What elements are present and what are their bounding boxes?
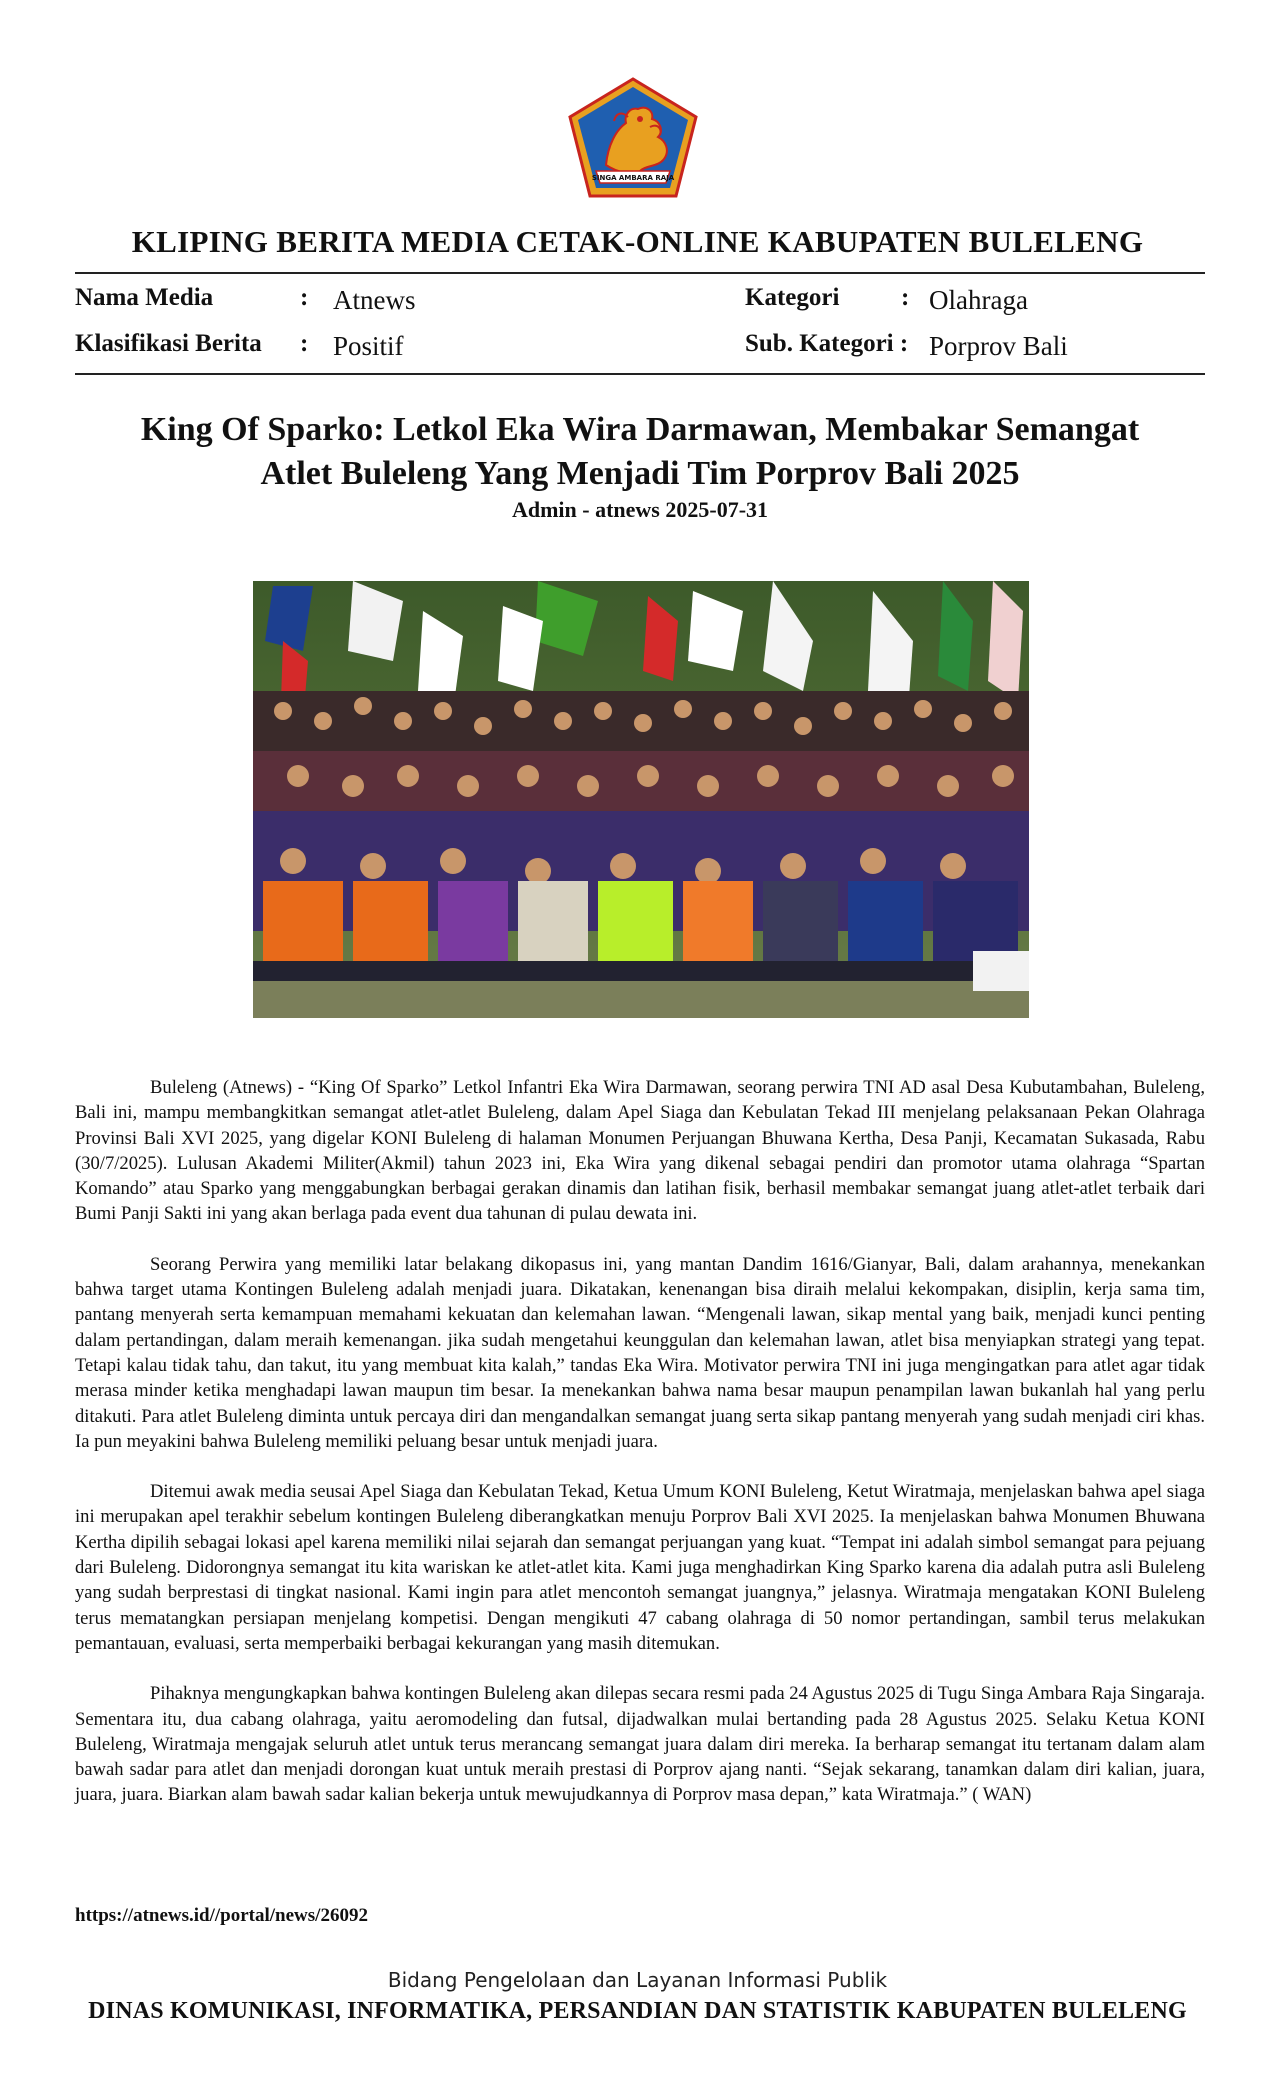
nama-media-label: Nama Media (75, 284, 214, 311)
article-photo (253, 581, 1029, 1018)
article-title-line-2: Atlet Buleleng Yang Menjadi Tim Porprov Bali 2025 (260, 455, 1020, 492)
regency-emblem-logo (566, 75, 700, 200)
meta-sub-kategori (745, 329, 908, 359)
article-paragraph-3: Ditemui awak media seusai Apel Siaga dan Kebulatan Tekad, Ketua Umum KONI Buleleng, Ketut Wiratmaja, menjelaskan bahwa apel siaga ini merupakan apel terakhir sebelum kontingen Buleleng diberangkatkan menuju Porprov Bali XVI 2025. Ia menjelaskan bahwa Monumen Bhuwana Kertha dipilih sebagai lokasi apel karena memiliki nilai sejarah dan semangat perjuangan yang kuat. “Tempat ini adalah simbol semangat para pejuang dari Buleleng. Didorongnya semangat itu kita wariskan ke atlet-atlet kita. Kami juga menghadirkan King Sparko karena dia adalah putra asli Buleleng yang sudah berprestasi di tingkat nasional. Kami ingin para atlet mencontoh semangat juangnya,” jelasnya. Wiratmaja mengatakan KONI Buleleng terus mematangkan persiapan menjelang kompetisi. Dengan mengikuti 47 cabang olahraga di 50 nomor pertandingan, sambil terus melakukan pemantauan, evaluasi, serta memperbaiki berbagai kekurangan yang masih ditemukan. (75, 1481, 1205, 1654)
meta-nama-media-value (333, 285, 416, 317)
kategori-label: Kategori (745, 284, 840, 311)
svg-text:SINGA AMBARA RAJA: SINGA AMBARA RAJA (591, 174, 675, 182)
source-url-link[interactable]: https://atnews.id//portal/news/26092 (75, 1905, 368, 1926)
footer-department: Bidang Pengelolaan dan Layanan Informasi Publik (387, 1968, 888, 1992)
article-paragraph-2: Seorang Perwira yang memiliki latar belakang dikopasus ini, yang mantan Dandim 1616/Gianyar, Bali, dalam arahannya, menekankan bahwa target utama Kontingen Buleleng adalah menjadi juara. Dikatakan, kenenangan bisa diraih melalui kekompakan, disiplin, kerja sama tim, pantang menyerah serta kemampuan memahami kekuatan dan kelemahan lawan. “Mengenali lawan, sikap mental yang baik, menjadi kunci penting dalam pertandingan, dalam meraih kemenangan. jika sudah mengetahui keunggulan dan kelemahan lawan, atlet bisa menyiapkan strategi yang tepat. Tetapi kalau tidak tahu, dan takut, itu yang membuat kita kalah,” tandas Eka Wira. Motivator perwira TNI ini juga mengingatkan para atlet agar tidak merasa minder ketika menghadapi lawan maupun tim besar. Ia menekankan bahwa nama besar maupun penampilan lawan bukanlah hal yang perlu ditakuti. Para atlet Buleleng diminta untuk percaya diri dan mengandalkan semangat juang serta sikap pantang menyerah yang sudah menjadi ciri khas. Ia pun meyakini bahwa Buleleng memiliki peluang besar untuk menjadi juara. (75, 1253, 1205, 1452)
article-title (75, 408, 1205, 496)
klasifikasi-label: Klasifikasi Berita (75, 330, 262, 357)
meta-sub-kategori-value (929, 331, 1068, 363)
article-body (75, 1075, 1205, 1833)
article-byline: Admin - atnews 2025-07-31 (511, 497, 769, 522)
sub-kategori-label: Sub. Kategori : (745, 330, 909, 357)
article-title-line-1: King Of Sparko: Letkol Eka Wira Darmawan, Membakar Semangat (140, 411, 1140, 448)
clipping-header-title: KLIPING BERITA MEDIA CETAK-ONLINE KABUPATEN BULELENG (131, 224, 1144, 259)
header-bottom-rule (75, 373, 1205, 375)
meta-nama-media-colon (300, 283, 308, 313)
meta-kategori-colon (901, 283, 909, 313)
kategori-value: Olahraga (929, 285, 1028, 315)
meta-kategori-value (929, 285, 1028, 317)
meta-nama-media (75, 283, 213, 313)
sub-kategori-value: Porprov Bali (929, 331, 1068, 361)
meta-klasifikasi-value (333, 331, 404, 363)
nama-media-value: Atnews (333, 285, 416, 315)
meta-klasifikasi-colon (300, 329, 308, 359)
header-top-rule (75, 272, 1205, 274)
colon: : (300, 284, 309, 311)
footer-agency: DINAS KOMUNIKASI, INFORMATIKA, PERSANDIAN DAN STATISTIK KABUPATEN BULELENG (88, 1998, 1187, 2024)
klasifikasi-value: Positif (333, 331, 404, 361)
meta-klasifikasi (75, 329, 262, 359)
article-paragraph-4: Pihaknya mengungkapkan bahwa kontingen Buleleng akan dilepas secara resmi pada 24 Agustus 2025 di Tugu Singa Ambara Raja Singaraja. Sementara itu, dua cabang olahraga, yaitu aeromodeling dan futsal, dijadwalkan mulai bertanding pada 28 Agustus 2025. Selaku Ketua KONI Buleleng, Wiratmaja mengajak seluruh atlet untuk terus merancang semangat juara dalam diri mereka. Ia berharap semangat itu tertanam dalam alam bawah sadar para atlet dan menjadi dorongan kuat untuk meraih prestasi di Porprov ajang nanti. “Sejak sekarang, tanamkan dalam diri kalian, juara, juara, juara. Biarkan alam bawah sadar kalian bekerja untuk mewujudkannya di Porprov masa depan,” kata Wiratmaja.” ( WAN) (75, 1683, 1205, 1806)
meta-kategori (745, 283, 839, 313)
colon: : (300, 330, 309, 357)
colon: : (901, 284, 910, 311)
article-paragraph-1: Buleleng (Atnews) - “King Of Sparko” Letkol Infantri Eka Wira Darmawan, seorang perwira TNI AD asal Desa Kubutambahan, Buleleng, Bali ini, mampu membangkitkan semangat atlet-atlet Buleleng, dalam Apel Siaga dan Kebulatan Tekad III menjelang pelaksanaan Pekan Olahraga Provinsi Bali XVI 2025, yang digelar KONI Buleleng di halaman Monumen Perjuangan Bhuwana Kertha, Desa Panji, Kecamatan Sukasada, Rabu (30/7/2025). Lulusan Akademi Militer(Akmil) tahun 2023 ini, Eka Wira yang dikenal sebagai pendiri dan promotor utama olahraga “Spartan Komando” atau Sparko yang menggabungkan berbagai gerakan dinamis dan latihan fisik, berhasil membakar semangat juang atlet-atlet terbaik dari Bumi Panji Sakti ini yang akan berlaga pada event dua tahunan di pulau dewata ini. (75, 1077, 1205, 1225)
